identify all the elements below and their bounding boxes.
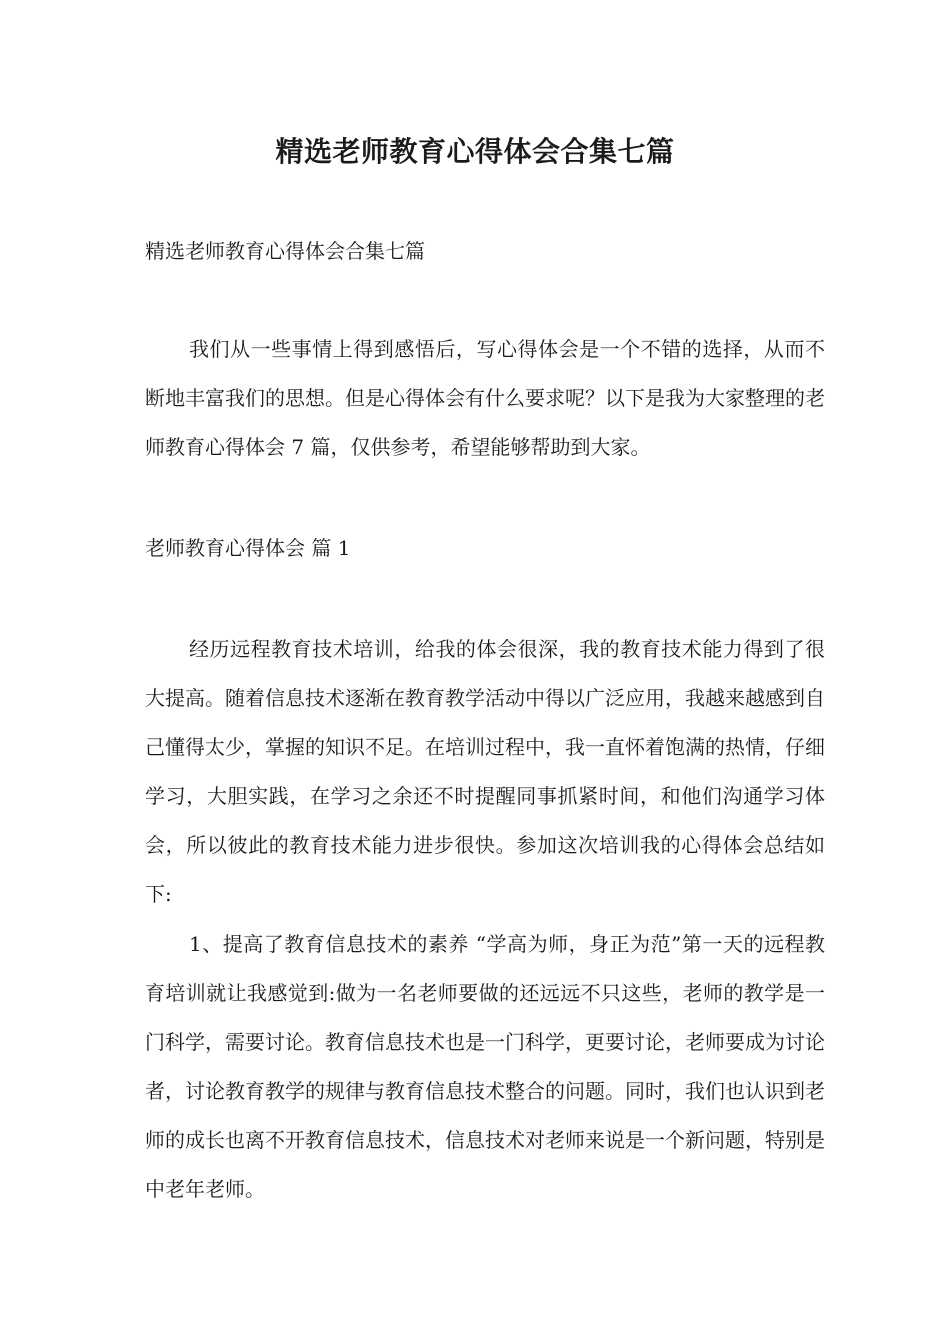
- body-paragraph: 1、提高了教育信息技术的素养 “学高为师，身正为范”第一天的远程教育培训就让我感觉到:做为一名老师要做的还远远不只这些，老师的教学是一门科学，需要讨论。教育信息技术也是一门科学，更要讨论，老师要成为讨论者，讨论教育教学的规律与教育信息技术整合的问题。同时，我们也认识到老师的成长也离不开教育信息技术，信息技术对老师来说是一个新问题，特别是中老年老师。: [145, 932, 825, 1201]
- section-heading: 老师教育心得体会 篇 1: [145, 536, 351, 560]
- intro-paragraph: 我们从一些事情上得到感悟后，写心得体会是一个不错的选择，从而不断地丰富我们的思想。但是心得体会有什么要求呢？以下是我为大家整理的老师教育心得体会 7 篇，仅供参考，希望能够帮助到大家。: [145, 337, 825, 459]
- body-paragraph: 经历远程教育技术培训，给我的体会很深，我的教育技术能力得到了很大提高。随着信息技术逐渐在教育教学活动中得以广泛应用，我越来越感到自己懂得太少，掌握的知识不足。在培训过程中，我一直怀着饱满的热情，仔细学习，大胆实践，在学习之余还不时提醒同事抓紧时间，和他们沟通学习体会，所以彼此的教育技术能力进步很快。参加这次培训我的心得体会总结如下:: [145, 637, 825, 906]
- document-subtitle: 精选老师教育心得体会合集七篇: [145, 239, 425, 263]
- document-title: 精选老师教育心得体会合集七篇: [275, 135, 675, 168]
